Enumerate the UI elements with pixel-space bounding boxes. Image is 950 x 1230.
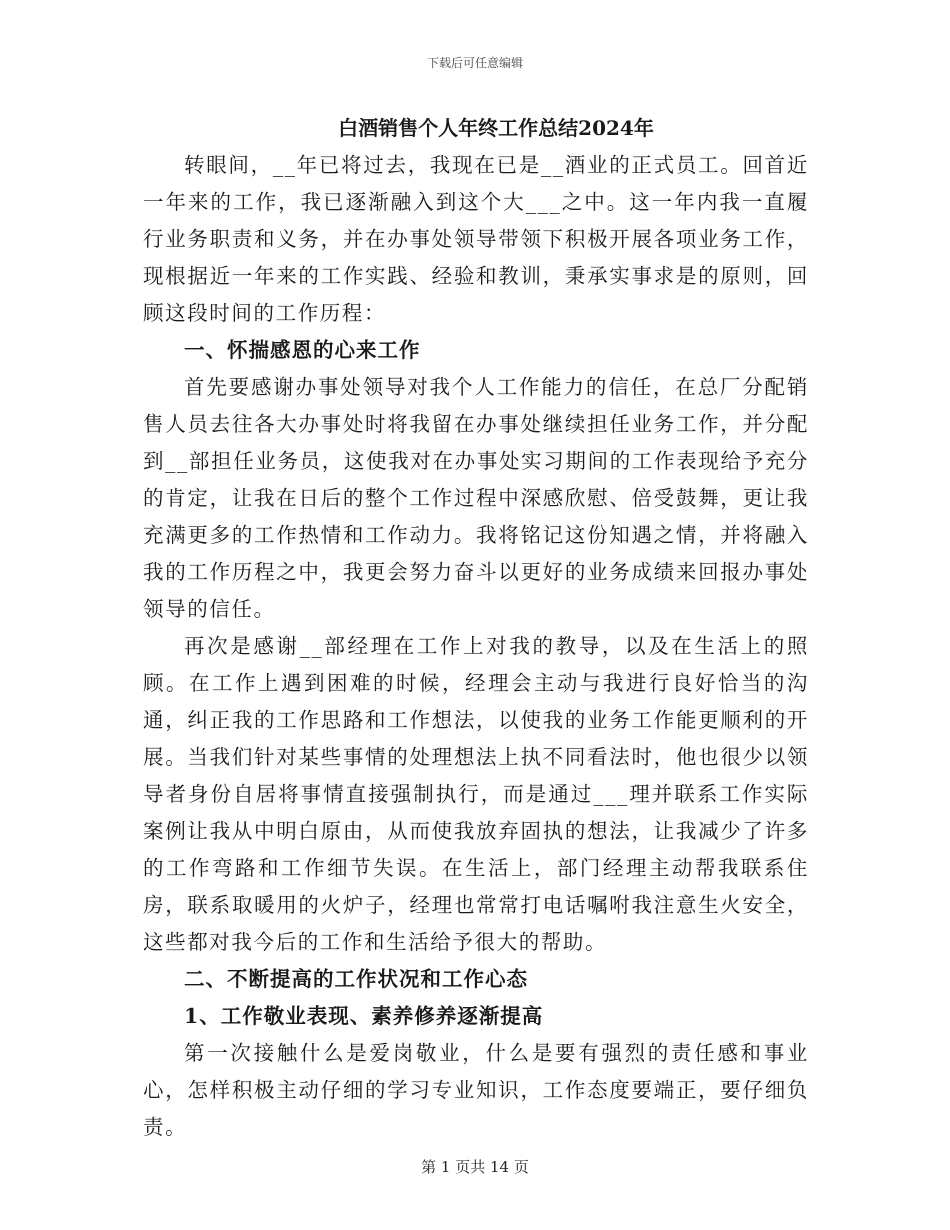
section-heading-2: 二、不断提高的工作状况和工作心态 <box>184 967 528 991</box>
section-heading-1: 一、怀揣感恩的心来工作 <box>184 338 421 362</box>
paragraph-gratitude-leaders: 首先要感谢办事处领导对我个人工作能力的信任，在总厂分配销售人员去往各大办事处时将我留在办事处继续担任业务工作，并分配到__部担任业务员，这使我对在办事处实习期间的工作表现给予充分的肯定，让我在日后的整个工作过程中深感欣慰、倍受鼓舞，更让我充满更多的工作热情和工作动力。我将铭记这份知遇之情，并将融入我的工作历程之中，我更会努力奋斗以更好的业务成绩来回报办事处领导的信任。 <box>143 375 809 621</box>
paragraph-dedication: 第一次接触什么是爱岗敬业，什么是要有强烈的责任感和事业心，怎样积极主动仔细的学习专业知识，工作态度要端正，要仔细负责。 <box>143 1041 809 1139</box>
page-footer: 第 1 页共 14 页 <box>421 1158 529 1176</box>
subsection-heading-1: 1、工作敬业表现、素养修养逐渐提高 <box>184 1004 544 1028</box>
document-body <box>143 110 809 1146</box>
document-title: 白酒销售个人年终工作总结2024年 <box>338 116 654 140</box>
paragraph-gratitude-manager: 再次是感谢__部经理在工作上对我的教导，以及在生活上的照顾。在工作上遇到困难的时候，经理会主动与我进行良好恰当的沟通，纠正我的工作思路和工作想法，以使我的业务工作能更顺利的开展。当我们针对某些事情的处理想法上执不同看法时，他也很少以领导者身份自居将事情直接强制执行，而是通过___理并联系工作实际案例让我从中明白原由，从而使我放弃固执的想法，让我减少了许多的工作弯路和工作细节失误。在生活上，部门经理主动帮我联系住房，联系取暖用的火炉子，经理也常常打电话嘱咐我注意生火安全，这些都对我今后的工作和生活给予很大的帮助。 <box>143 634 809 954</box>
header-note: 下载后可任意编辑 <box>426 56 523 70</box>
paragraph-intro: 转眼间，__年已将过去，我现在已是__酒业的正式员工。回首近一年来的工作，我已逐渐融入到这个大___之中。这一年内我一直履行业务职责和义务，并在办事处领导带领下积极开展各项业务工作，现根据近一年来的工作实践、经验和教训，秉承实事求是的原则，回顾这段时间的工作历程： <box>143 153 809 325</box>
